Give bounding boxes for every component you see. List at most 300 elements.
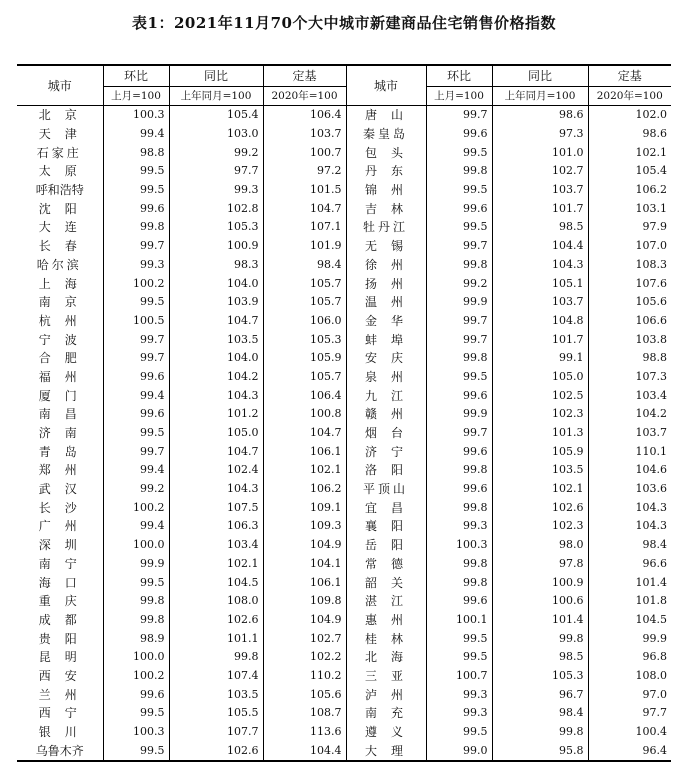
base-cell-left: 101.5 xyxy=(263,181,346,200)
city-cell-left: 长春 xyxy=(38,239,91,254)
base-cell-left: 104.9 xyxy=(263,536,346,555)
base-cell-left: 105.7 xyxy=(263,293,346,312)
table-row xyxy=(17,199,671,218)
city-cell-left: 太原 xyxy=(38,164,91,179)
city-cell-right: 遵义 xyxy=(346,723,426,742)
table-row xyxy=(17,723,671,742)
table-row xyxy=(17,517,671,536)
base-cell-left: 110.2 xyxy=(263,667,346,686)
city-cell-right: 牡丹江 xyxy=(346,218,426,237)
base-cell-left: 109.3 xyxy=(263,517,346,536)
mom-cell-right: 99.6 xyxy=(426,442,492,461)
mom-cell-right: 99.3 xyxy=(426,517,492,536)
mom-cell-left: 99.5 xyxy=(103,741,169,761)
city-cell-right: 烟台 xyxy=(346,424,426,443)
base-cell-left: 105.9 xyxy=(263,349,346,368)
mom-base-right: 上月=100 xyxy=(426,87,492,106)
base-cell-right: 97.9 xyxy=(588,218,671,237)
base-cell-left: 104.7 xyxy=(263,424,346,443)
yoy-cell-left: 104.3 xyxy=(169,480,263,499)
table-row xyxy=(17,498,671,517)
city-cell-right: 济宁 xyxy=(346,442,426,461)
city-cell-left: 重庆 xyxy=(38,594,91,609)
city-cell-right: 惠州 xyxy=(346,611,426,630)
mom-cell-right: 99.5 xyxy=(426,143,492,162)
base-cell-right: 102.0 xyxy=(588,106,671,125)
table-row xyxy=(17,293,671,312)
table-row xyxy=(17,386,671,405)
yoy-header-right: 同比 xyxy=(492,65,588,87)
table-row xyxy=(17,685,671,704)
city-cell-right: 北海 xyxy=(346,648,426,667)
base-cell-right: 98.6 xyxy=(588,125,671,144)
yoy-cell-right: 101.0 xyxy=(492,143,588,162)
yoy-cell-left: 100.9 xyxy=(169,237,263,256)
table-row xyxy=(17,349,671,368)
mom-cell-left: 99.8 xyxy=(103,218,169,237)
yoy-cell-right: 101.7 xyxy=(492,330,588,349)
base-cell-left: 101.9 xyxy=(263,237,346,256)
yoy-cell-left: 104.2 xyxy=(169,368,263,387)
table-row xyxy=(17,667,671,686)
yoy-cell-right: 103.7 xyxy=(492,293,588,312)
table-row xyxy=(17,629,671,648)
yoy-cell-left: 107.4 xyxy=(169,667,263,686)
mom-cell-right: 99.9 xyxy=(426,293,492,312)
base-cell-left: 106.1 xyxy=(263,442,346,461)
mom-cell-right: 100.7 xyxy=(426,667,492,686)
city-cell-left: 上海 xyxy=(38,276,91,291)
city-cell-right: 丹东 xyxy=(346,162,426,181)
base-cell-right: 108.3 xyxy=(588,256,671,275)
city-cell-right: 温州 xyxy=(346,293,426,312)
city-cell-right: 锦州 xyxy=(346,181,426,200)
yoy-cell-left: 103.0 xyxy=(169,125,263,144)
mom-cell-right: 99.6 xyxy=(426,480,492,499)
base-cell-right: 98.8 xyxy=(588,349,671,368)
table-row xyxy=(17,573,671,592)
city-cell-left: 海口 xyxy=(38,575,91,590)
yoy-cell-right: 101.7 xyxy=(492,199,588,218)
yoy-cell-right: 98.6 xyxy=(492,106,588,125)
yoy-cell-right: 101.3 xyxy=(492,424,588,443)
table-row xyxy=(17,592,671,611)
city-header-right: 城市 xyxy=(346,65,426,106)
base-cell-right: 99.9 xyxy=(588,629,671,648)
base-cell-right: 103.1 xyxy=(588,199,671,218)
mom-cell-left: 99.5 xyxy=(103,573,169,592)
city-cell-right: 平顶山 xyxy=(346,480,426,499)
yoy-cell-right: 97.8 xyxy=(492,555,588,574)
city-cell-right: 蚌埠 xyxy=(346,330,426,349)
base-cell-right: 104.3 xyxy=(588,517,671,536)
mom-cell-right: 99.8 xyxy=(426,349,492,368)
city-cell-left: 石家庄 xyxy=(36,145,82,160)
city-cell-left: 广州 xyxy=(38,519,91,534)
table-row xyxy=(17,405,671,424)
base-base-left: 2020年=100 xyxy=(263,87,346,106)
mom-cell-left: 100.2 xyxy=(103,498,169,517)
base-cell-left: 109.8 xyxy=(263,592,346,611)
mom-cell-right: 99.8 xyxy=(426,256,492,275)
base-cell-right: 102.1 xyxy=(588,143,671,162)
mom-cell-right: 99.6 xyxy=(426,592,492,611)
base-cell-right: 108.0 xyxy=(588,667,671,686)
mom-cell-left: 99.7 xyxy=(103,442,169,461)
mom-cell-left: 99.5 xyxy=(103,181,169,200)
base-header-right: 定基 xyxy=(588,65,671,87)
mom-cell-left: 98.9 xyxy=(103,629,169,648)
yoy-cell-right: 102.7 xyxy=(492,162,588,181)
city-cell-left: 哈尔滨 xyxy=(36,257,82,272)
yoy-cell-left: 104.3 xyxy=(169,386,263,405)
base-cell-left: 109.1 xyxy=(263,498,346,517)
base-cell-left: 97.2 xyxy=(263,162,346,181)
mom-cell-left: 100.2 xyxy=(103,667,169,686)
city-cell-right: 扬州 xyxy=(346,274,426,293)
yoy-cell-right: 105.3 xyxy=(492,667,588,686)
mom-cell-right: 99.7 xyxy=(426,330,492,349)
table-row xyxy=(17,106,671,125)
base-header-left: 定基 xyxy=(263,65,346,87)
yoy-cell-right: 102.3 xyxy=(492,517,588,536)
city-cell-left: 兰州 xyxy=(38,687,91,702)
base-cell-left: 102.2 xyxy=(263,648,346,667)
city-cell-right: 大理 xyxy=(346,741,426,761)
mom-cell-right: 99.9 xyxy=(426,405,492,424)
mom-cell-left: 99.6 xyxy=(103,685,169,704)
base-cell-right: 96.4 xyxy=(588,741,671,761)
city-cell-left: 南昌 xyxy=(38,407,91,422)
base-cell-right: 106.2 xyxy=(588,181,671,200)
base-cell-left: 104.9 xyxy=(263,611,346,630)
city-cell-right: 秦皇岛 xyxy=(346,125,426,144)
table-row xyxy=(17,424,671,443)
table-row xyxy=(17,368,671,387)
yoy-cell-left: 104.0 xyxy=(169,349,263,368)
city-cell-right: 南充 xyxy=(346,704,426,723)
base-cell-right: 100.4 xyxy=(588,723,671,742)
yoy-cell-left: 101.2 xyxy=(169,405,263,424)
base-cell-right: 103.4 xyxy=(588,386,671,405)
mom-cell-right: 99.7 xyxy=(426,424,492,443)
city-cell-right: 韶关 xyxy=(346,573,426,592)
base-cell-right: 96.6 xyxy=(588,555,671,574)
price-index-table xyxy=(17,64,671,762)
yoy-cell-right: 103.7 xyxy=(492,181,588,200)
base-cell-left: 100.8 xyxy=(263,405,346,424)
yoy-cell-left: 106.3 xyxy=(169,517,263,536)
city-cell-right: 金华 xyxy=(346,312,426,331)
city-cell-right: 赣州 xyxy=(346,405,426,424)
mom-cell-left: 99.3 xyxy=(103,256,169,275)
mom-cell-right: 100.3 xyxy=(426,536,492,555)
mom-cell-left: 99.7 xyxy=(103,237,169,256)
city-cell-right: 三亚 xyxy=(346,667,426,686)
table-row xyxy=(17,555,671,574)
base-cell-right: 107.0 xyxy=(588,237,671,256)
mom-cell-left: 100.3 xyxy=(103,723,169,742)
city-cell-left: 昆明 xyxy=(38,650,91,665)
table-row xyxy=(17,461,671,480)
mom-cell-right: 99.6 xyxy=(426,125,492,144)
table-title: 表1：2021年11月70个大中城市新建商品住宅销售价格指数 xyxy=(132,14,556,32)
mom-cell-right: 99.8 xyxy=(426,498,492,517)
table-row xyxy=(17,330,671,349)
city-cell-right: 宜昌 xyxy=(346,498,426,517)
city-cell-right: 常德 xyxy=(346,555,426,574)
base-cell-right: 96.8 xyxy=(588,648,671,667)
mom-cell-right: 99.3 xyxy=(426,685,492,704)
city-cell-left: 乌鲁木齐 xyxy=(17,741,103,761)
base-cell-left: 104.7 xyxy=(263,199,346,218)
city-cell-right: 泸州 xyxy=(346,685,426,704)
yoy-cell-right: 98.4 xyxy=(492,704,588,723)
base-cell-right: 101.4 xyxy=(588,573,671,592)
base-cell-right: 101.8 xyxy=(588,592,671,611)
mom-cell-right: 99.6 xyxy=(426,199,492,218)
mom-cell-left: 99.5 xyxy=(103,424,169,443)
table-row xyxy=(17,741,671,761)
yoy-base-right: 上年同月=100 xyxy=(492,87,588,106)
base-cell-right: 104.6 xyxy=(588,461,671,480)
yoy-cell-right: 99.8 xyxy=(492,629,588,648)
city-cell-left: 郑州 xyxy=(38,463,91,478)
yoy-cell-left: 102.1 xyxy=(169,555,263,574)
mom-cell-right: 99.3 xyxy=(426,704,492,723)
base-cell-right: 103.6 xyxy=(588,480,671,499)
city-cell-left: 济南 xyxy=(38,426,91,441)
base-cell-left: 104.1 xyxy=(263,555,346,574)
mom-cell-left: 99.4 xyxy=(103,517,169,536)
base-cell-right: 97.7 xyxy=(588,704,671,723)
base-base-right: 2020年=100 xyxy=(588,87,671,106)
yoy-cell-right: 99.8 xyxy=(492,723,588,742)
base-cell-left: 104.4 xyxy=(263,741,346,761)
yoy-cell-right: 98.0 xyxy=(492,536,588,555)
mom-cell-left: 99.6 xyxy=(103,405,169,424)
mom-cell-right: 99.5 xyxy=(426,648,492,667)
yoy-cell-left: 103.9 xyxy=(169,293,263,312)
mom-cell-right: 99.6 xyxy=(426,386,492,405)
mom-base-left: 上月=100 xyxy=(103,87,169,106)
base-cell-left: 108.7 xyxy=(263,704,346,723)
city-cell-left: 南京 xyxy=(38,295,91,310)
yoy-header-left: 同比 xyxy=(169,65,263,87)
yoy-cell-right: 99.1 xyxy=(492,349,588,368)
mom-cell-left: 99.4 xyxy=(103,386,169,405)
base-cell-left: 106.1 xyxy=(263,573,346,592)
table-row xyxy=(17,218,671,237)
yoy-cell-left: 102.4 xyxy=(169,461,263,480)
base-cell-left: 113.6 xyxy=(263,723,346,742)
mom-cell-right: 99.5 xyxy=(426,181,492,200)
city-cell-left: 北京 xyxy=(38,108,91,123)
city-cell-right: 唐山 xyxy=(346,106,426,125)
city-cell-right: 徐州 xyxy=(346,256,426,275)
mom-cell-left: 99.2 xyxy=(103,480,169,499)
yoy-cell-right: 98.5 xyxy=(492,648,588,667)
yoy-cell-left: 105.5 xyxy=(169,704,263,723)
table-body xyxy=(17,106,671,762)
mom-cell-left: 100.3 xyxy=(103,106,169,125)
base-cell-left: 103.7 xyxy=(263,125,346,144)
mom-cell-right: 99.8 xyxy=(426,162,492,181)
mom-cell-left: 99.4 xyxy=(103,125,169,144)
yoy-cell-right: 105.0 xyxy=(492,368,588,387)
base-cell-left: 105.7 xyxy=(263,274,346,293)
yoy-cell-left: 105.0 xyxy=(169,424,263,443)
yoy-cell-left: 101.1 xyxy=(169,629,263,648)
mom-cell-right: 99.8 xyxy=(426,461,492,480)
mom-cell-right: 99.7 xyxy=(426,312,492,331)
yoy-cell-left: 99.3 xyxy=(169,181,263,200)
yoy-cell-left: 103.4 xyxy=(169,536,263,555)
base-cell-right: 103.8 xyxy=(588,330,671,349)
base-cell-left: 105.7 xyxy=(263,368,346,387)
yoy-cell-left: 99.2 xyxy=(169,143,263,162)
mom-cell-left: 100.0 xyxy=(103,536,169,555)
mom-cell-left: 99.6 xyxy=(103,368,169,387)
mom-cell-right: 99.5 xyxy=(426,218,492,237)
base-cell-right: 98.4 xyxy=(588,536,671,555)
city-cell-right: 九江 xyxy=(346,386,426,405)
base-cell-left: 106.4 xyxy=(263,106,346,125)
base-cell-right: 107.6 xyxy=(588,274,671,293)
city-cell-left: 厦门 xyxy=(38,388,91,403)
yoy-cell-right: 102.3 xyxy=(492,405,588,424)
table-row xyxy=(17,274,671,293)
yoy-cell-left: 107.7 xyxy=(169,723,263,742)
mom-cell-left: 99.6 xyxy=(103,199,169,218)
city-cell-right: 无锡 xyxy=(346,237,426,256)
yoy-cell-right: 98.5 xyxy=(492,218,588,237)
table-row xyxy=(17,442,671,461)
base-cell-right: 97.0 xyxy=(588,685,671,704)
base-cell-right: 104.3 xyxy=(588,498,671,517)
base-cell-left: 100.7 xyxy=(263,143,346,162)
table-row xyxy=(17,256,671,275)
yoy-cell-left: 103.5 xyxy=(169,685,263,704)
mom-cell-left: 99.4 xyxy=(103,461,169,480)
city-cell-left: 天津 xyxy=(38,127,91,142)
yoy-cell-right: 102.6 xyxy=(492,498,588,517)
table-row xyxy=(17,480,671,499)
mom-header-right: 环比 xyxy=(426,65,492,87)
city-cell-left: 杭州 xyxy=(38,313,91,328)
mom-cell-right: 99.5 xyxy=(426,368,492,387)
base-cell-right: 107.3 xyxy=(588,368,671,387)
base-cell-left: 105.3 xyxy=(263,330,346,349)
city-cell-left: 南宁 xyxy=(38,556,91,571)
mom-cell-left: 99.9 xyxy=(103,555,169,574)
mom-cell-right: 100.1 xyxy=(426,611,492,630)
city-cell-left: 大连 xyxy=(38,220,91,235)
city-cell-right: 湛江 xyxy=(346,592,426,611)
mom-cell-right: 99.7 xyxy=(426,106,492,125)
table-row xyxy=(17,648,671,667)
table-row xyxy=(17,536,671,555)
city-cell-left: 沈阳 xyxy=(38,201,91,216)
base-cell-left: 102.7 xyxy=(263,629,346,648)
mom-cell-left: 98.8 xyxy=(103,143,169,162)
mom-cell-right: 99.8 xyxy=(426,555,492,574)
yoy-cell-left: 99.8 xyxy=(169,648,263,667)
yoy-cell-left: 104.5 xyxy=(169,573,263,592)
yoy-cell-right: 102.1 xyxy=(492,480,588,499)
yoy-cell-right: 95.8 xyxy=(492,741,588,761)
city-cell-right: 桂林 xyxy=(346,629,426,648)
yoy-cell-right: 104.4 xyxy=(492,237,588,256)
table-row xyxy=(17,181,671,200)
yoy-cell-right: 101.4 xyxy=(492,611,588,630)
mom-cell-left: 99.8 xyxy=(103,611,169,630)
yoy-cell-left: 104.7 xyxy=(169,442,263,461)
base-cell-left: 102.1 xyxy=(263,461,346,480)
city-cell-left: 呼和浩特 xyxy=(35,183,84,198)
city-cell-right: 泉州 xyxy=(346,368,426,387)
yoy-cell-right: 105.9 xyxy=(492,442,588,461)
table-row xyxy=(17,312,671,331)
table-row xyxy=(17,143,671,162)
city-cell-left: 青岛 xyxy=(38,444,91,459)
city-header-left: 城市 xyxy=(17,65,103,106)
yoy-cell-right: 105.1 xyxy=(492,274,588,293)
city-cell-right: 岳阳 xyxy=(346,536,426,555)
table-row xyxy=(17,704,671,723)
yoy-cell-left: 102.6 xyxy=(169,741,263,761)
yoy-cell-right: 103.5 xyxy=(492,461,588,480)
city-cell-left: 福州 xyxy=(38,369,91,384)
yoy-cell-left: 104.7 xyxy=(169,312,263,331)
table-row xyxy=(17,237,671,256)
mom-header-left: 环比 xyxy=(103,65,169,87)
base-cell-left: 105.6 xyxy=(263,685,346,704)
mom-cell-right: 99.5 xyxy=(426,629,492,648)
mom-cell-right: 99.7 xyxy=(426,237,492,256)
table-row xyxy=(17,162,671,181)
yoy-cell-right: 100.6 xyxy=(492,592,588,611)
yoy-cell-right: 104.8 xyxy=(492,312,588,331)
table-row xyxy=(17,611,671,630)
base-cell-left: 107.1 xyxy=(263,218,346,237)
base-cell-right: 104.2 xyxy=(588,405,671,424)
yoy-cell-left: 105.3 xyxy=(169,218,263,237)
city-cell-left: 深圳 xyxy=(38,538,91,553)
yoy-cell-left: 108.0 xyxy=(169,592,263,611)
yoy-cell-right: 102.5 xyxy=(492,386,588,405)
yoy-cell-left: 105.4 xyxy=(169,106,263,125)
city-cell-left: 成都 xyxy=(38,612,91,627)
mom-cell-left: 99.8 xyxy=(103,592,169,611)
mom-cell-left: 99.7 xyxy=(103,330,169,349)
yoy-cell-left: 97.7 xyxy=(169,162,263,181)
base-cell-right: 106.6 xyxy=(588,312,671,331)
mom-cell-right: 99.5 xyxy=(426,723,492,742)
city-cell-right: 包头 xyxy=(346,143,426,162)
mom-cell-left: 99.5 xyxy=(103,293,169,312)
yoy-cell-left: 102.8 xyxy=(169,199,263,218)
yoy-cell-right: 97.3 xyxy=(492,125,588,144)
table-row xyxy=(17,125,671,144)
mom-cell-right: 99.2 xyxy=(426,274,492,293)
city-cell-left: 宁波 xyxy=(38,332,91,347)
city-cell-left: 西安 xyxy=(38,668,91,683)
mom-cell-left: 99.7 xyxy=(103,349,169,368)
city-cell-left: 西宁 xyxy=(38,706,91,721)
yoy-cell-left: 103.5 xyxy=(169,330,263,349)
mom-cell-left: 99.5 xyxy=(103,704,169,723)
